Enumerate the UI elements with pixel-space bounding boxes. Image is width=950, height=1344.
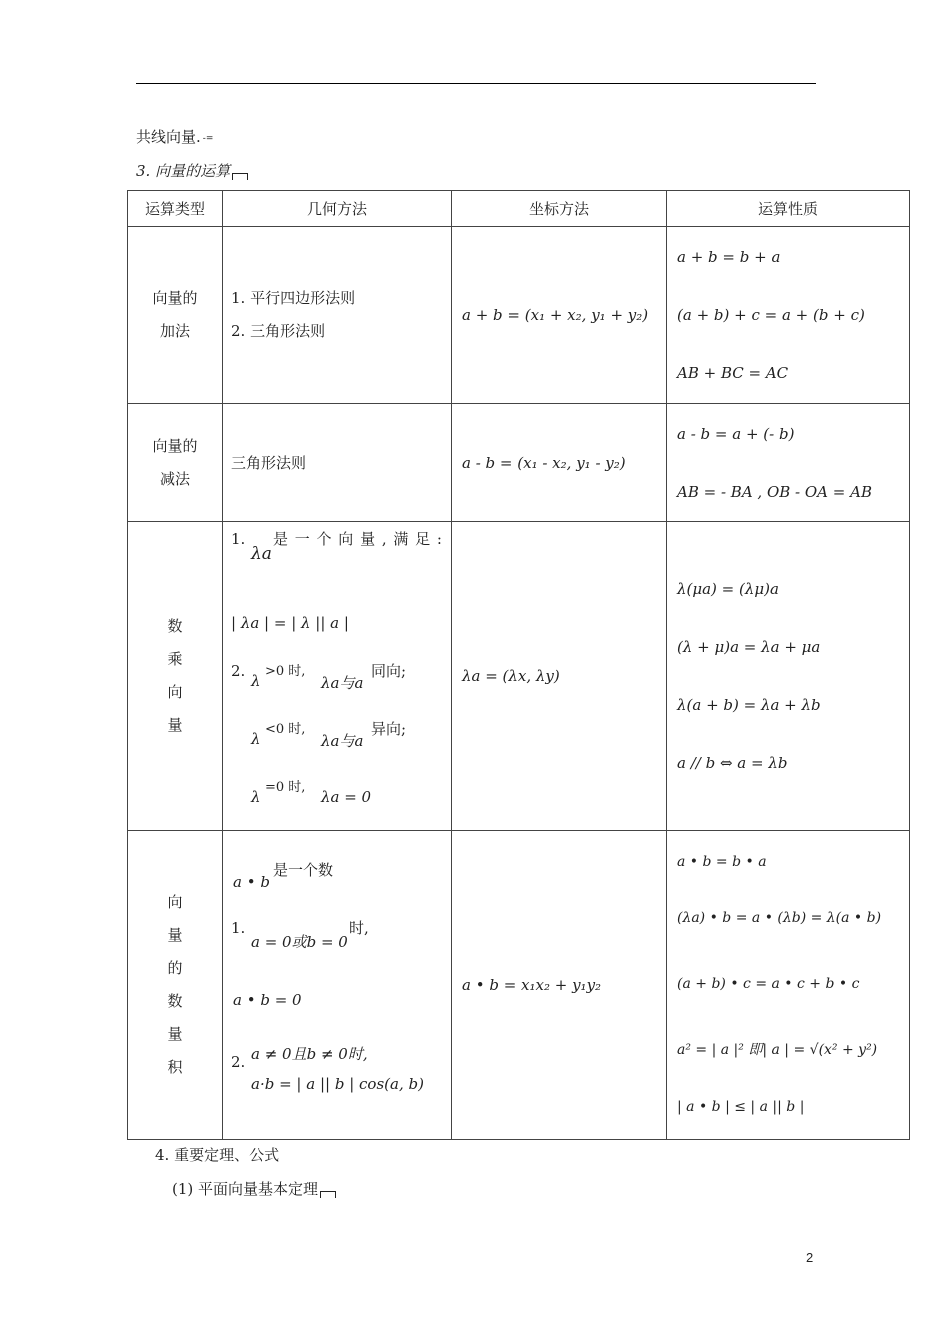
geometry-formula: λ: [251, 730, 261, 748]
geometry-text: 时,: [349, 919, 369, 937]
geometry-text: <0 时,: [265, 722, 306, 737]
op-type-text: 量: [167, 716, 183, 734]
coordinate-cell: [452, 831, 667, 1140]
op-type-text: 数: [167, 617, 183, 635]
header-cell: 坐标方法: [452, 191, 667, 227]
section4-title: 4. 重要定理、公式: [155, 1146, 280, 1164]
property-formula: a² = | a |² 即| a | = √(x² + y²): [677, 1042, 878, 1058]
property-formula: (λ + μ)a = λa + μa: [677, 638, 821, 656]
table-row: [128, 831, 910, 1140]
op-type-cell: [128, 522, 223, 831]
op-type-text: 向量的: [152, 436, 198, 455]
op-type-text: 的: [167, 959, 183, 977]
geometry-formula: λa: [251, 544, 272, 564]
property-formula: AB + BC = AC: [677, 364, 789, 382]
geometry-text: 1. 平行四边形法则: [231, 289, 356, 307]
property-formula: a - b = a + (- b): [677, 424, 795, 443]
op-type-text: 积: [167, 1058, 183, 1076]
geometry-formula: a • b = 0: [233, 991, 302, 1009]
property-formula: AB = - BA , OB - OA = AB: [677, 482, 872, 501]
coordinate-formula: a • b = x₁x₂ + y₁y₂: [462, 976, 602, 994]
table-row: [128, 227, 910, 404]
geometry-formula: a·b = | a || b | cos(a, b): [251, 1075, 424, 1093]
geometry-formula: λ: [251, 788, 261, 806]
property-formula: λ(μa) = (λμ)a: [677, 580, 779, 598]
property-formula: (λa) • b = a • (λb) = λ(a • b): [677, 910, 882, 926]
coordinate-formula: a + b = (x₁ + x₂, y₁ + y₂): [462, 306, 649, 324]
coordinate-cell: [452, 522, 667, 831]
geometry-cell: [223, 227, 452, 404]
geometry-formula: λa与a: [321, 732, 364, 750]
geometry-text: 异向;: [371, 720, 407, 738]
table-row: [128, 522, 910, 831]
op-type-cell: [128, 227, 223, 404]
properties-cell: [667, 404, 910, 522]
subsection1-title: (1) 平面向量基本定理: [172, 1178, 336, 1199]
properties-cell: [667, 831, 910, 1140]
coordinate-formula: λa = (λx, λy): [462, 667, 560, 685]
property-formula: a • b = b • a: [677, 854, 767, 870]
geometry-text: 1.: [231, 919, 246, 937]
property-formula: a // b ⇔ a = λb: [677, 754, 788, 772]
op-type-text: 量: [167, 926, 183, 944]
geometry-formula: λa与a: [321, 674, 364, 692]
header-rule: [136, 83, 816, 84]
op-type-text: 数: [167, 992, 183, 1010]
header-cell: 运算类型: [128, 191, 223, 227]
geometry-formula: λa = 0: [321, 788, 372, 806]
geometry-text: =0 时,: [265, 780, 306, 795]
properties-cell: [667, 227, 910, 404]
property-formula: (a + b) + c = a + (b + c): [677, 306, 865, 324]
geometry-cell: [223, 831, 452, 1140]
geometry-text: 是 一 个 向 量 , 满 足 :: [273, 530, 443, 548]
geometry-text: 三角形法则: [231, 454, 307, 472]
op-type-cell: [128, 404, 223, 522]
table-header-row: [128, 191, 910, 227]
property-formula: λ(a + b) = λa + λb: [677, 696, 821, 714]
vector-operations-table: [127, 190, 910, 1140]
op-type-text: 量: [167, 1025, 183, 1043]
geometry-formula: a = 0或b = 0: [251, 933, 348, 951]
op-type-text: 向: [167, 893, 183, 911]
geometry-formula: | λa | = | λ || a |: [231, 614, 349, 632]
coordinate-cell: [452, 404, 667, 522]
property-formula: (a + b) • c = a • c + b • c: [677, 976, 860, 992]
property-formula: a + b = b + a: [677, 248, 781, 266]
geometry-text: >0 时,: [265, 664, 306, 679]
table-row: [128, 404, 910, 522]
page-number: 2: [806, 1250, 814, 1265]
op-type-cell: [128, 831, 223, 1140]
geometry-text: 1.: [231, 530, 246, 548]
section3-title: 3. 向量的运算: [136, 160, 248, 181]
property-formula: | a • b | ≤ | a || b |: [677, 1099, 805, 1115]
geometry-formula: a • b: [233, 873, 270, 891]
geometry-formula: λ: [251, 672, 261, 690]
header-cell: 运算性质: [667, 191, 910, 227]
geometry-text: 同向;: [371, 662, 407, 680]
header-cell: 几何方法: [223, 191, 452, 227]
geometry-cell: [223, 404, 452, 522]
op-type-text: 向: [167, 683, 183, 701]
coordinate-formula: a - b = (x₁ - x₂, y₁ - y₂): [462, 453, 626, 472]
geometry-cell: [223, 522, 452, 831]
geometry-text: 2. 三角形法则: [231, 322, 326, 340]
geometry-formula: a ≠ 0且b ≠ 0时,: [251, 1045, 368, 1063]
intro-line: 共线向量. -=: [136, 128, 214, 146]
coordinate-cell: [452, 227, 667, 404]
properties-cell: [667, 522, 910, 831]
geometry-text: 是一个数: [273, 861, 334, 879]
geometry-text: 2.: [231, 1053, 246, 1071]
op-type-text: 向量的: [152, 289, 198, 307]
geometry-text: 2.: [231, 662, 246, 680]
op-type-text: 加法: [159, 322, 190, 340]
op-type-text: 乘: [167, 650, 183, 668]
op-type-text: 减法: [159, 469, 190, 488]
